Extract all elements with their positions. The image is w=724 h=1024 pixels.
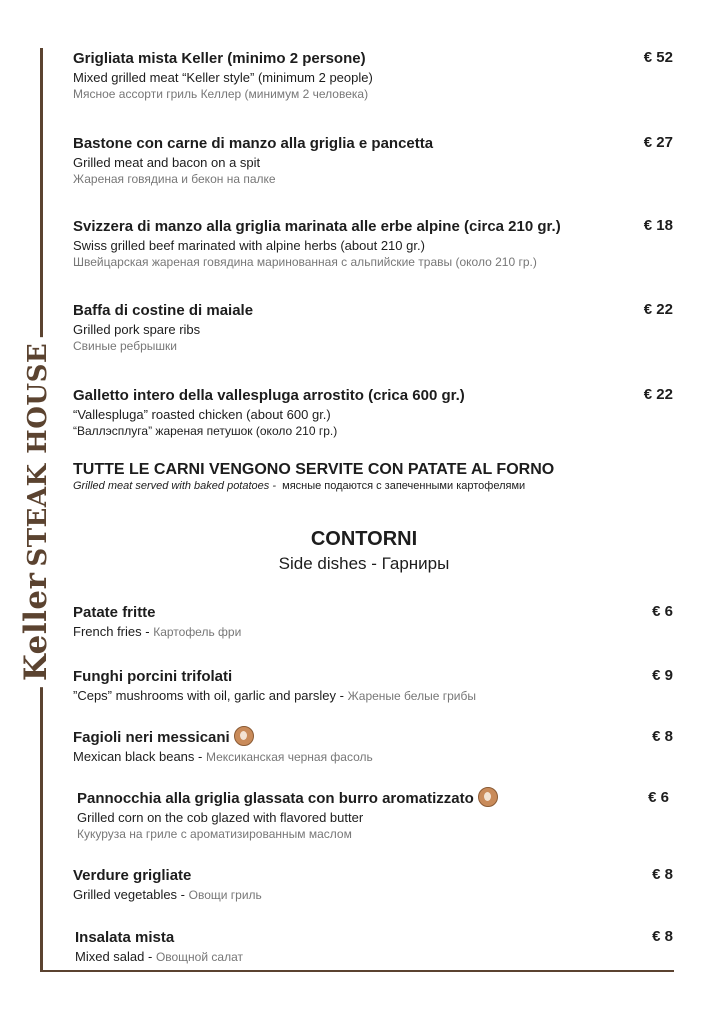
item-name-it: Verdure grigliate — [73, 867, 192, 884]
item-ru-text: Овощной салат — [155, 950, 243, 964]
item-name-ru: “Валлэсплуга” жареная петушок (около 210 гр.) — [73, 424, 338, 438]
item-en-text: Grilled vegetables - — [73, 887, 185, 902]
item-en-text: French fries - — [73, 624, 150, 639]
menu-item — [73, 386, 673, 440]
item-name-en: Grilled pork spare ribs — [73, 322, 201, 337]
item-name-ru: Свиные ребрышки — [73, 339, 177, 353]
item-name-it: Bastone con carne di manzo alla griglia e pancetta — [73, 135, 434, 152]
item-price: € 9 — [652, 667, 673, 684]
item-en-text: Mexican black beans - — [73, 749, 203, 765]
note-en: Grilled meat served with baked potatoes - — [73, 480, 276, 492]
item-ru-text: Картофель фри — [153, 625, 242, 639]
item-name-en: Grilled corn on the cob glazed with flavored butter — [77, 810, 364, 826]
item-price: € 22 — [643, 301, 673, 318]
menu-item — [77, 789, 669, 843]
brand-name: Keller — [18, 572, 54, 682]
item-name-it: Grigliata mista Keller (minimo 2 persone) — [73, 50, 366, 67]
item-name-text: Fagioli neri messicani — [73, 729, 230, 746]
item-name-ru: Швейцарская жареная говядина маринованная с альпийские травы (около 210 гр.) — [73, 255, 537, 269]
item-name-it: Svizzera di manzo alla griglia marinata alle erbe alpine (circa 210 gr.) — [73, 218, 561, 235]
menu-item — [73, 217, 673, 271]
menu-item — [75, 928, 673, 966]
menu-item — [73, 301, 673, 355]
item-ru-text: Мексиканская черная фасоль — [205, 750, 373, 765]
item-name-it: Funghi porcini trifolati — [73, 668, 233, 685]
item-name-it: Insalata mista — [75, 929, 175, 946]
note-title: TUTTE LE CARNI VENGONO SERVITE CON PATATE AL FORNO — [73, 461, 555, 478]
item-price: € 8 — [652, 928, 673, 945]
menu-item — [73, 134, 673, 188]
item-price: € 22 — [643, 386, 673, 403]
item-name-ru: Мясное ассорти гриль Келлер (минимум 2 человека) — [73, 87, 369, 101]
item-en-text: Mixed salad - — [75, 949, 153, 964]
item-price: € 6 — [648, 789, 669, 806]
item-name-en: Grilled meat and bacon on a spit — [73, 155, 261, 170]
item-name-en — [75, 948, 673, 966]
bottom-border-line — [40, 970, 674, 972]
note-subtitle — [73, 480, 525, 492]
item-name-it — [77, 789, 669, 809]
menu-item — [73, 49, 673, 103]
item-name-text: Pannocchia alla griglia glassata con burro aromatizzato — [77, 790, 474, 807]
item-name-it: Baffa di costine di maiale — [73, 302, 254, 319]
item-price: € 27 — [643, 134, 673, 151]
item-ru-text: Жареные белые грибы — [347, 689, 476, 703]
item-name-it: Galletto intero della vallespluga arrostito (crica 600 gr.) — [73, 387, 465, 404]
item-price: € 52 — [643, 49, 673, 66]
menu-item — [73, 866, 673, 904]
item-price: € 6 — [652, 603, 673, 620]
item-name-en — [73, 886, 673, 904]
item-ru-text: Овощи гриль — [188, 888, 262, 902]
menu-item — [73, 667, 673, 705]
menu-item — [73, 603, 673, 641]
brand-logo — [19, 337, 55, 687]
item-en-text: ”Ceps” mushrooms with oil, garlic and parsley - — [73, 688, 344, 703]
item-name-en — [73, 748, 673, 766]
item-name-en: Swiss grilled beef marinated with alpine herbs (about 210 gr.) — [73, 238, 425, 253]
item-name-en — [73, 687, 673, 705]
item-name-en — [73, 623, 673, 641]
item-name-it: Patate fritte — [73, 604, 156, 621]
item-name-ru: Кукуруза на гриле с ароматизированным маслом — [77, 827, 352, 842]
section-subtitle: Side dishes - Гарниры — [278, 554, 450, 573]
butter-icon — [478, 787, 498, 807]
item-price: € 18 — [643, 217, 673, 234]
item-price: € 8 — [652, 728, 673, 745]
item-name-en: “Vallespluga” roasted chicken (about 600 gr.) — [73, 407, 331, 422]
section-title: CONTORNI — [310, 528, 418, 550]
item-name-it — [73, 728, 673, 748]
note-ru: мясные подаются с запеченными картофелями — [282, 480, 526, 492]
menu-item — [73, 728, 673, 766]
item-price: € 8 — [652, 866, 673, 883]
item-name-en: Mixed grilled meat “Keller style” (minimum 2 people) — [73, 70, 373, 85]
item-name-ru: Жареная говядина и бекон на палке — [73, 172, 276, 186]
bean-icon — [234, 726, 254, 746]
brand-subtitle: STEAK HOUSE — [23, 342, 53, 567]
